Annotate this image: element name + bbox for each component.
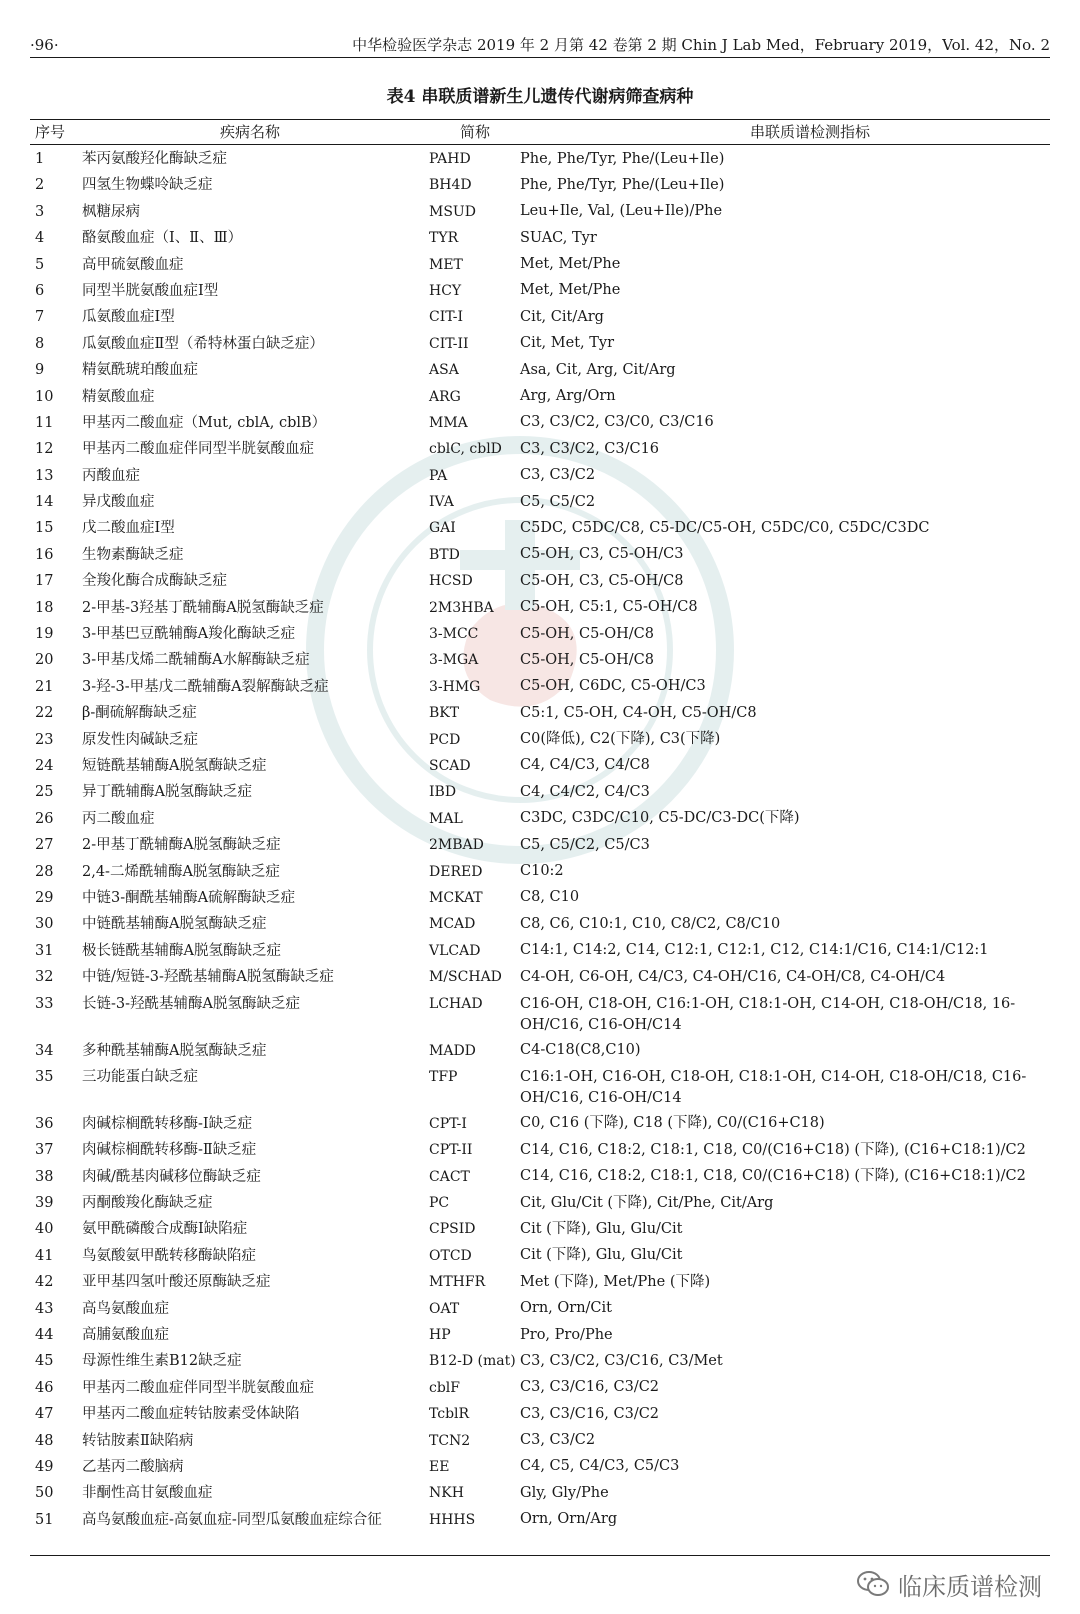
row-number: 26 (35, 810, 54, 827)
ms-indicators: C8, C6, C10:1, C10, C8/C2, C8/C10 (520, 915, 781, 932)
table-row (30, 436, 1050, 462)
table-row (30, 384, 1050, 410)
row-number: 46 (35, 1379, 54, 1396)
disease-abbr: PCD (429, 731, 461, 748)
table-row (30, 1296, 1050, 1322)
disease-abbr: BH4D (429, 177, 472, 194)
disease-name: 原发性肉碱缺乏症 (82, 731, 198, 748)
disease-abbr: BKT (429, 705, 460, 722)
row-number: 33 (35, 995, 54, 1012)
table-row (30, 1454, 1050, 1480)
ms-indicators: C5:1, C5-OH, C4-OH, C5-OH/C8 (520, 704, 757, 721)
disease-abbr: 3-MCC (429, 626, 479, 643)
disease-abbr: TYR (429, 230, 459, 247)
table-row (30, 1216, 1050, 1242)
table-row (30, 1137, 1050, 1163)
table-row (30, 753, 1050, 779)
ms-indicators: C4, C5, C4/C3, C5/C3 (520, 1458, 680, 1475)
table-row (30, 1428, 1050, 1454)
table-row (30, 779, 1050, 805)
row-number: 37 (35, 1142, 54, 1159)
disease-name: 2-甲基丁酰辅酶A脱氢酶缺乏症 (82, 837, 281, 854)
disease-abbr: MMA (429, 414, 468, 431)
table-row (30, 357, 1050, 383)
ms-indicators: C14, C16, C18:2, C18:1, C18, C0/(C16+C18) (下降), (C16+C18:1)/C2 (520, 1168, 1026, 1185)
disease-abbr: CIT-I (429, 309, 464, 326)
ms-indicators: C4, C4/C2, C4/C3 (520, 783, 650, 800)
row-number: 51 (35, 1511, 54, 1528)
disease-name: 中链/短链-3-羟酰基辅酶A脱氢酶缺乏症 (82, 969, 334, 986)
ms-indicators: SUAC, Tyr (520, 229, 597, 246)
row-number: 50 (35, 1485, 54, 1502)
table-row (30, 568, 1050, 594)
table-row (30, 1038, 1050, 1064)
ms-indicators: C16-OH, C18-OH, C16:1-OH, C18:1-OH, C14-OH, C18-OH/C18, 16-OH/C16, C16-OH/C14 (520, 995, 1016, 1033)
disease-abbr: 2MBAD (429, 837, 484, 854)
table-row (30, 489, 1050, 515)
row-number: 11 (35, 414, 54, 431)
disease-abbr: EE (429, 1458, 450, 1475)
disease-name: 转钴胺素Ⅱ缺陷病 (82, 1432, 194, 1449)
table-body (30, 146, 1050, 1533)
ms-indicators: Orn, Orn/Arg (520, 1511, 618, 1528)
ms-indicators: C4, C4/C3, C4/C8 (520, 757, 650, 774)
ms-indicators: C3, C3/C16, C3/C2 (520, 1379, 660, 1396)
row-number: 16 (35, 546, 54, 563)
disease-abbr: OAT (429, 1300, 460, 1317)
wechat-account-name: 临床质谱检测 (898, 1572, 1042, 1601)
disease-name: 3-甲基巴豆酰辅酶A羧化酶缺乏症 (82, 626, 296, 643)
disease-name: 异戊酸血症 (82, 494, 155, 511)
table-row (30, 806, 1050, 832)
ms-indicators: Met (下降), Met/Phe (下降) (520, 1273, 711, 1290)
disease-abbr: OTCD (429, 1247, 472, 1264)
disease-name: 肉碱棕榈酰转移酶-Ⅱ缺乏症 (82, 1142, 257, 1159)
disease-abbr: HCY (429, 282, 462, 299)
disease-name: 3-甲基戊烯二酰辅酶A水解酶缺乏症 (82, 652, 310, 669)
row-number: 31 (35, 942, 54, 959)
ms-indicators: C0(降低), C2(下降), C3(下降) (520, 731, 721, 748)
row-number: 4 (35, 230, 45, 247)
table-row (30, 304, 1050, 330)
disease-name: 鸟氨酸氨甲酰转移酶缺陷症 (82, 1247, 256, 1264)
row-number: 30 (35, 916, 54, 933)
table-row (30, 938, 1050, 964)
table-row (30, 1480, 1050, 1506)
row-number: 14 (35, 494, 54, 511)
disease-name: 四氢生物蝶呤缺乏症 (82, 177, 213, 194)
row-number: 27 (35, 837, 54, 854)
table-row (30, 1322, 1050, 1348)
row-number: 36 (35, 1115, 54, 1132)
disease-abbr: SCAD (429, 757, 471, 774)
ms-indicators: Pro, Pro/Phe (520, 1326, 613, 1343)
disease-abbr: GAI (429, 520, 456, 537)
disease-abbr: MSUD (429, 203, 476, 220)
table-row (30, 1064, 1050, 1111)
row-number: 20 (35, 652, 54, 669)
page-number: ·96· (30, 36, 59, 54)
row-number: 40 (35, 1221, 54, 1238)
row-number: 5 (35, 256, 45, 273)
table-row (30, 727, 1050, 753)
row-number: 15 (35, 520, 54, 537)
row-number: 34 (35, 1042, 54, 1059)
table-row (30, 859, 1050, 885)
disease-name: 精氨酰琥珀酸血症 (82, 362, 198, 379)
disease-abbr: ARG (429, 388, 461, 405)
table-row (30, 542, 1050, 568)
disease-name: 亚甲基四氢叶酸还原酶缺乏症 (82, 1274, 271, 1291)
wechat-account-badge (856, 1567, 1042, 1601)
ms-indicators: C5-OH, C3, C5-OH/C3 (520, 546, 684, 563)
disease-name: 三功能蛋白缺乏症 (82, 1068, 198, 1085)
disease-abbr: TFP (429, 1068, 458, 1085)
disease-abbr: HP (429, 1327, 451, 1344)
disease-abbr: HCSD (429, 573, 473, 590)
page-header (30, 34, 1050, 56)
disease-name: 甲基丙二酸血症伴同型半胱氨酸血症 (82, 441, 314, 458)
disease-abbr: 2M3HBA (429, 599, 494, 616)
ms-indicators: C16:1-OH, C16-OH, C18-OH, C18:1-OH, C14-OH, C18-OH/C18, C16-OH/C16, C16-OH/C14 (520, 1068, 1027, 1106)
row-number: 19 (35, 626, 54, 643)
ms-indicators: C4-OH, C6-OH, C4/C3, C4-OH/C16, C4-OH/C8, C4-OH/C4 (520, 968, 946, 985)
disease-name: 高甲硫氨酸血症 (82, 256, 184, 273)
disease-abbr: CPT-II (429, 1142, 473, 1159)
disease-name: β-酮硫解酶缺乏症 (82, 705, 197, 722)
row-number: 21 (35, 678, 54, 695)
row-number: 17 (35, 573, 54, 590)
disease-abbr: ASA (429, 362, 459, 379)
table-row (30, 1243, 1050, 1269)
disease-abbr: NKH (429, 1485, 464, 1502)
table-row (30, 172, 1050, 198)
ms-indicators: Asa, Cit, Arg, Cit/Arg (520, 361, 676, 378)
disease-name: 多种酰基辅酶A脱氢酶缺乏症 (82, 1042, 267, 1059)
table-row (30, 885, 1050, 911)
ms-indicators: C5, C5/C2 (520, 493, 596, 510)
disease-name: 高脯氨酸血症 (82, 1327, 169, 1344)
disease-name: 戊二酸血症Ⅰ型 (82, 520, 175, 537)
column-header-indicators: 串联质谱检测指标 (750, 123, 871, 141)
ms-indicators: Phe, Phe/Tyr, Phe/(Leu+Ile) (520, 150, 725, 167)
row-number: 3 (35, 203, 45, 220)
ms-indicators: C5, C5/C2, C5/C3 (520, 836, 650, 853)
disease-abbr: PC (429, 1195, 450, 1212)
table-row (30, 252, 1050, 278)
ms-indicators: C5-OH, C3, C5-OH/C8 (520, 572, 684, 589)
disease-abbr: CPT-I (429, 1115, 467, 1132)
disease-name: 中链酰基辅酶A脱氢酶缺乏症 (82, 916, 267, 933)
disease-abbr: DERED (429, 863, 483, 880)
disease-abbr: PAHD (429, 151, 471, 167)
disease-name: 短链酰基辅酶A脱氢酶缺乏症 (82, 757, 267, 774)
row-number: 25 (35, 784, 54, 801)
table-row (30, 410, 1050, 436)
table-header (30, 120, 1050, 144)
disease-name: 丙酮酸羧化酶缺乏症 (82, 1195, 213, 1212)
row-number: 47 (35, 1406, 54, 1423)
ms-indicators: Cit, Glu/Cit (下降), Cit/Phe, Cit/Arg (520, 1194, 774, 1211)
table-row (30, 700, 1050, 726)
table-row (30, 146, 1050, 172)
ms-indicators: Cit, Met, Tyr (520, 335, 615, 352)
table-row (30, 595, 1050, 621)
disease-name: 高鸟氨酸血症 (82, 1300, 169, 1317)
column-header-disease: 疾病名称 (220, 123, 281, 141)
journal-citation: 中华检验医学杂志 2019 年 2 月第 42 卷第 2 期 Chin J Lab Med，February 2019，Vol. 42，No. 2 (352, 36, 1050, 54)
row-number: 7 (35, 309, 45, 326)
row-number: 42 (35, 1274, 54, 1291)
disease-abbr: 3-HMG (429, 678, 481, 695)
disease-abbr: M/SCHAD (429, 969, 502, 986)
row-number: 9 (35, 362, 45, 379)
column-header-abbr: 简称 (460, 123, 491, 141)
row-number: 28 (35, 863, 54, 880)
table-row (30, 1111, 1050, 1137)
table-row (30, 621, 1050, 647)
ms-indicators: Arg, Arg/Orn (520, 388, 616, 405)
table-row (30, 1401, 1050, 1427)
row-number: 38 (35, 1168, 54, 1185)
ms-indicators: C0, C16 (下降), C18 (下降), C0/(C16+C18) (520, 1115, 825, 1132)
row-number: 32 (35, 969, 54, 986)
disease-name: 非酮性高甘氨酸血症 (82, 1485, 213, 1502)
ms-indicators: C5-OH, C5-OH/C8 (520, 625, 654, 642)
disease-abbr: CIT-II (429, 335, 469, 352)
wechat-icon (856, 1569, 890, 1599)
disease-name: 2,4-二烯酰辅酶A脱氢酶缺乏症 (82, 863, 280, 880)
disease-name: 中链3-酮酰基辅酶A硫解酶缺乏症 (82, 889, 296, 906)
ms-indicators: Cit (下降), Glu, Glu/Cit (520, 1220, 683, 1237)
disease-abbr: 3-MGA (429, 652, 479, 669)
ms-indicators: C3, C3/C2, C3/C16 (520, 440, 660, 457)
ms-indicators: Phe, Phe/Tyr, Phe/(Leu+Ile) (520, 176, 725, 193)
table-row (30, 278, 1050, 304)
disease-abbr: MTHFR (429, 1274, 486, 1291)
disease-abbr: CPSID (429, 1221, 476, 1238)
disease-abbr: IBD (429, 784, 457, 801)
disease-abbr: HHHS (429, 1511, 476, 1528)
row-number: 12 (35, 441, 54, 458)
disease-name: 甲基丙二酸血症（Mut, cblA, cblB） (82, 414, 327, 431)
disease-name: 极长链酰基辅酶A脱氢酶缺乏症 (82, 942, 281, 959)
table-row (30, 463, 1050, 489)
row-number: 41 (35, 1247, 54, 1264)
ms-indicators: Orn, Orn/Cit (520, 1300, 612, 1317)
table-row (30, 1348, 1050, 1374)
disease-name: 肉碱/酰基肉碱移位酶缺乏症 (82, 1168, 261, 1185)
ms-indicators: C3, C3/C2, C3/C0, C3/C16 (520, 414, 714, 431)
disease-name: 异丁酰辅酶A脱氢酶缺乏症 (82, 784, 252, 801)
table-bottom-rule (30, 1555, 1050, 1556)
table-row (30, 1164, 1050, 1190)
disease-abbr: TCN2 (429, 1432, 471, 1449)
table-row (30, 331, 1050, 357)
disease-abbr: B12-D (mat) (429, 1353, 516, 1370)
row-number: 45 (35, 1353, 54, 1370)
ms-indicators: C14, C16, C18:2, C18:1, C18, C0/(C16+C18) (下降), (C16+C18:1)/C2 (520, 1141, 1026, 1158)
disease-name: 乙基丙二酸脑病 (82, 1458, 184, 1475)
disease-name: 肉碱棕榈酰转移酶-Ⅰ缺乏症 (82, 1115, 253, 1132)
row-number: 35 (35, 1068, 54, 1085)
table-title: 表4 串联质谱新生儿遗传代谢病筛查病种 (386, 87, 694, 107)
row-number: 24 (35, 757, 54, 774)
disease-abbr: MCAD (429, 916, 476, 933)
ms-indicators: C4-C18(C8,C10) (520, 1042, 641, 1058)
ms-indicators: C3, C3/C2 (520, 1432, 596, 1449)
disease-abbr: CACT (429, 1168, 470, 1185)
row-number: 13 (35, 467, 54, 484)
row-number: 43 (35, 1300, 54, 1317)
ms-indicators: Cit (下降), Glu, Glu/Cit (520, 1247, 683, 1264)
disease-abbr: LCHAD (429, 995, 483, 1012)
disease-abbr: PA (429, 467, 448, 484)
row-number: 8 (35, 335, 45, 352)
disease-name: 酪氨酸血症（Ⅰ、Ⅱ、Ⅲ） (82, 230, 243, 247)
table-row (30, 964, 1050, 990)
table-row (30, 832, 1050, 858)
row-number: 39 (35, 1195, 54, 1212)
disease-abbr: MCKAT (429, 889, 483, 906)
row-number: 48 (35, 1432, 54, 1449)
row-number: 22 (35, 705, 54, 722)
ms-indicators: C5DC, C5DC/C8, C5-DC/C5-OH, C5DC/C0, C5DC/C3DC (520, 519, 930, 536)
disease-name: 氨甲酰磷酸合成酶Ⅰ缺陷症 (82, 1221, 248, 1238)
disease-name: 瓜氨酸血症Ⅰ型 (82, 309, 175, 326)
ms-indicators: Gly, Gly/Phe (520, 1484, 609, 1501)
disease-name: 丙二酸血症 (82, 810, 155, 827)
table-row (30, 911, 1050, 937)
ms-indicators: C3, C3/C2 (520, 467, 596, 484)
table-row (30, 225, 1050, 251)
disease-name: 精氨酸血症 (82, 388, 155, 405)
disease-name: 甲基丙二酸血症伴同型半胱氨酸血症 (82, 1379, 314, 1396)
disease-name: 高鸟氨酸血症-高氨血症-同型瓜氨酸血症综合征 (82, 1511, 382, 1528)
row-number: 6 (35, 282, 45, 299)
ms-indicators: C5-OH, C6DC, C5-OH/C3 (520, 678, 706, 695)
ms-indicators: C5-OH, C5-OH/C8 (520, 651, 654, 668)
ms-indicators: Met, Met/Phe (520, 256, 621, 273)
row-number: 23 (35, 731, 54, 748)
disease-name: 同型半胱氨酸血症Ⅰ型 (82, 282, 219, 299)
table-row (30, 199, 1050, 225)
disease-abbr: IVA (429, 494, 454, 511)
disease-abbr: MET (429, 256, 463, 273)
disease-abbr: VLCAD (429, 942, 481, 959)
table-row (30, 515, 1050, 541)
disease-name: 甲基丙二酸血症转钴胺素受体缺陷 (82, 1406, 300, 1423)
ms-indicators: C10:2 (520, 863, 564, 880)
ms-indicators: Cit, Cit/Arg (520, 308, 604, 325)
row-number: 10 (35, 388, 54, 405)
table-row (30, 674, 1050, 700)
disease-abbr: cblF (429, 1379, 460, 1396)
table-row (30, 1190, 1050, 1216)
row-number: 29 (35, 889, 54, 906)
row-number: 18 (35, 599, 54, 616)
disease-name: 长链-3-羟酰基辅酶A脱氢酶缺乏症 (82, 995, 300, 1012)
ms-indicators: C3DC, C3DC/C10, C5-DC/C3-DC(下降) (520, 810, 800, 827)
ms-indicators: C14:1, C14:2, C14, C12:1, C12:1, C12, C14:1/C16, C14:1/C12:1 (520, 942, 989, 959)
ms-indicators: C8, C10 (520, 889, 580, 906)
disease-abbr: TcblR (429, 1406, 470, 1423)
disease-name: 2-甲基-3羟基丁酰辅酶A脱氢酶缺乏症 (82, 599, 324, 616)
table-row (30, 647, 1050, 673)
disease-abbr: MAL (429, 810, 463, 827)
disease-name: 丙酸血症 (82, 467, 140, 484)
ms-indicators: C5-OH, C5:1, C5-OH/C8 (520, 599, 698, 616)
column-header-no: 序号 (35, 123, 66, 141)
table-row (30, 991, 1050, 1038)
disease-name: 苯丙氨酸羟化酶缺乏症 (82, 151, 227, 167)
disease-abbr: MADD (429, 1042, 476, 1059)
table-row (30, 1375, 1050, 1401)
disease-name: 3-羟-3-甲基戊二酰辅酶A裂解酶缺乏症 (82, 678, 329, 695)
row-number: 1 (35, 151, 45, 167)
table-row (30, 1269, 1050, 1295)
disease-name: 瓜氨酸血症Ⅱ型（希特林蛋白缺乏症） (82, 335, 324, 352)
disease-abbr: cblC, cblD (429, 441, 502, 458)
disease-name: 生物素酶缺乏症 (82, 546, 184, 563)
disease-name: 母源性维生素B12缺乏症 (82, 1353, 242, 1370)
table-row (30, 1507, 1050, 1533)
row-number: 49 (35, 1458, 54, 1475)
ms-indicators: Leu+Ile, Val, (Leu+Ile)/Phe (520, 203, 723, 220)
disease-name: 枫糖尿病 (82, 203, 140, 220)
ms-indicators: C3, C3/C2, C3/C16, C3/Met (520, 1352, 723, 1369)
disease-name: 全羧化酶合成酶缺乏症 (82, 573, 227, 590)
disease-abbr: BTD (429, 546, 460, 563)
table-header-rule (30, 144, 1050, 145)
ms-indicators: Met, Met/Phe (520, 282, 621, 299)
row-number: 2 (35, 177, 45, 194)
ms-indicators: C3, C3/C16, C3/C2 (520, 1405, 660, 1422)
header-rule (30, 57, 1050, 58)
row-number: 44 (35, 1327, 54, 1344)
